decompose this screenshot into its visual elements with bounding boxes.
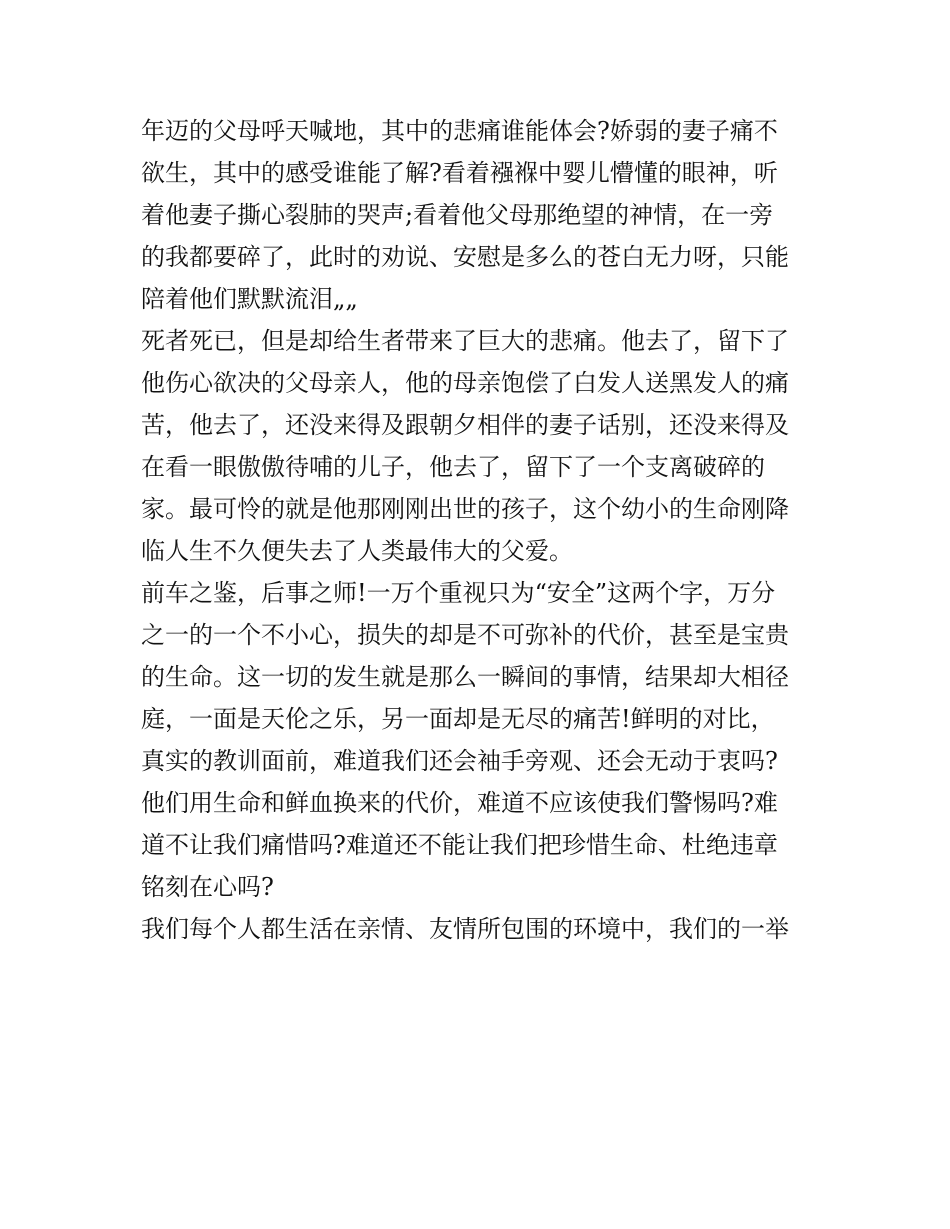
text-line: 之一的一个不小心，损失的却是不可弥补的代价，甚至是宝贵 xyxy=(141,621,789,649)
text-line: 临人生不久便失去了人类最伟大的父爱。 xyxy=(141,537,573,565)
text-line: 着他妻子撕心裂肺的哭声;看着他父母那绝望的神情，在一旁 xyxy=(141,201,774,229)
text-line: 的我都要碎了，此时的劝说、安慰是多么的苍白无力呀，只能 xyxy=(141,243,789,271)
text-line: 家。最可怜的就是他那刚刚出世的孩子，这个幼小的生命刚降 xyxy=(141,495,789,523)
text-line: 欲生，其中的感受谁能了解?看着襁褓中婴儿懵懂的眼神，听 xyxy=(141,159,778,187)
text-line: 的生命。这一切的发生就是那么一瞬间的事情，结果却大相径 xyxy=(141,663,789,691)
text-line: 苦，他去了，还没来得及跟朝夕相伴的妻子话别，还没来得及 xyxy=(141,411,789,439)
text-line: 陪着他们默默流泪„„ xyxy=(141,285,358,313)
text-line: 在看一眼傲傲待哺的儿子，他去了，留下了一个支离破碎的 xyxy=(141,453,765,481)
text-line: 年迈的父母呼天喊地，其中的悲痛谁能体会?娇弱的妻子痛不 xyxy=(141,117,778,145)
text-line: 前车之鉴，后事之师!一万个重视只为“安全”这两个字，万分 xyxy=(141,579,776,607)
text-line: 他伤心欲决的父母亲人，他的母亲饱偿了白发人送黑发人的痛 xyxy=(141,369,789,397)
text-line: 庭，一面是天伦之乐，另一面却是无尽的痛苦!鲜明的对比， xyxy=(141,705,775,733)
text-line: 真实的教训面前，难道我们还会袖手旁观、还会无动于衷吗? xyxy=(141,747,778,775)
document-body xyxy=(141,110,821,950)
text-line: 铭刻在心吗? xyxy=(141,873,274,901)
text-line: 他们用生命和鲜血换来的代价，难道不应该使我们警惕吗?难 xyxy=(141,789,778,817)
text-line: 死者死已，但是却给生者带来了巨大的悲痛。他去了，留下了 xyxy=(141,327,789,355)
text-line: 道不让我们痛惜吗?难道还不能让我们把珍惜生命、杜绝违章 xyxy=(141,831,778,859)
text-line: 我们每个人都生活在亲情、友情所包围的环境中，我们的一举 xyxy=(141,915,789,943)
